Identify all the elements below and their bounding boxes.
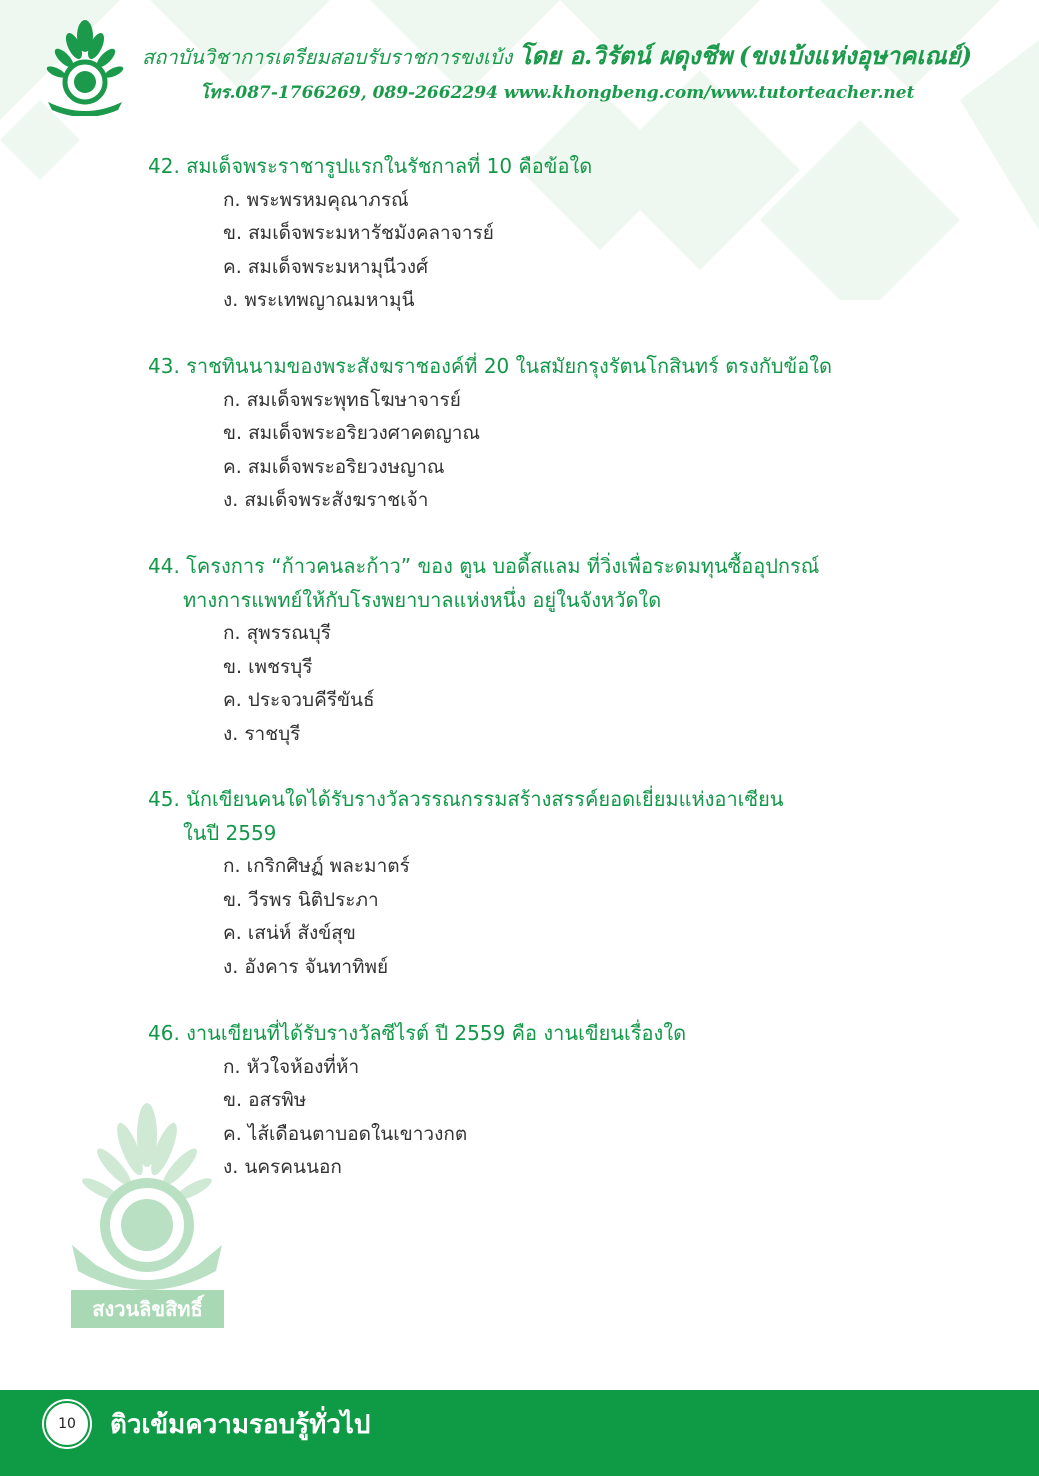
option-c: ค. ไส้เดือนตาบอดในเขาวงกต: [223, 1122, 468, 1145]
question-text: 43. ราชทินนามของพระสังฆราชองค์ที่ 20 ในสมัยกรุงรัตนโกสินทร์ ตรงกับข้อใด: [148, 354, 832, 378]
option-a: ก. สุพรรณบุรี: [223, 622, 332, 644]
institute-name: [142, 36, 1022, 75]
option-a: ก. เกริกศิษฏ์ พละมาตร์: [223, 855, 410, 877]
option-a: ก. สมเด็จพระพุทธโฆษาจารย์: [223, 388, 461, 411]
book-title: ติวเข้มความรอบรู้ทั่วไป: [110, 1410, 371, 1440]
question-45: [148, 783, 968, 984]
question-text: 44. โครงการ “ก้าวคนละก้าว” ของ ตูน บอดี้สแลม ที่วิ่งเพื่อระดมทุนซื้ออุปกรณ์: [148, 554, 820, 578]
option-list: [223, 617, 968, 751]
option-b: ข. สมเด็จพระมหารัชมังคลาจารย์: [223, 222, 494, 244]
option-d: ง. ราชบุรี: [223, 722, 301, 745]
copyright-watermark-label: สงวนลิขสิทธิ์: [71, 1290, 224, 1328]
question-46: [148, 1017, 968, 1185]
question-text: 45. นักเขียนคนใดได้รับรางวัลวรรณกรรมสร้างสรรค์ยอดเยี่ยมแห่งอาเซียน: [148, 787, 784, 811]
teacher-nickname: (ขงเบ้งแห่งอุษาคเณย์): [738, 41, 973, 70]
teacher-name: โดย อ.วิรัตน์ ผดุงชีพ: [518, 41, 733, 70]
page-number: 10: [44, 1401, 90, 1447]
option-b: ข. อสรพิษ: [223, 1089, 307, 1111]
question-text-continued: ทางการแพทย์ให้กับโรงพยาบาลแห่งหนึ่ง อยู่ในจังหวัดใด: [183, 587, 662, 612]
question-44: [148, 550, 968, 751]
option-d: ง. อังคาร จันทาทิพย์: [223, 955, 389, 978]
option-c: ค. เสน่ห์ สังข์สุข: [223, 922, 356, 944]
option-list: [223, 384, 968, 518]
question-text: 46. งานเขียนที่ได้รับรางวัลซีไรต์ ปี 2559 คือ งานเขียนเรื่องใด: [148, 1021, 687, 1045]
option-list: [223, 850, 968, 984]
institute-logo-icon: [44, 16, 126, 116]
question-43: [148, 350, 968, 518]
option-b: ข. วีรพร นิติประภา: [223, 888, 379, 911]
contact-info: โทร.087-1766269, 089-2662294 www.khongbeng.com/www.tutorteacher.net: [200, 83, 915, 103]
institute-title: สถาบันวิชาการเตรียมสอบรับราชการขงเบ้ง: [142, 45, 513, 69]
option-b: ข. เพชรบุรี: [223, 655, 313, 678]
option-c: ค. สมเด็จพระมหามุนีวงศ์: [223, 255, 429, 278]
option-d: ง. นครคนนอก: [223, 1156, 342, 1178]
option-list: [223, 1051, 968, 1185]
question-42: [148, 150, 968, 318]
option-c: ค. สมเด็จพระอริยวงษญาณ: [223, 455, 445, 478]
option-d: ง. สมเด็จพระสังฆราชเจ้า: [223, 489, 429, 511]
page-header: [0, 0, 1039, 130]
page-footer: [0, 1390, 1039, 1476]
option-a: ก. พระพรหมคุณาภรณ์: [223, 188, 409, 211]
option-d: ง. พระเทพญาณมหามุนี: [223, 289, 415, 311]
option-list: [223, 184, 968, 318]
option-a: ก. หัวใจห้องที่ห้า: [223, 1055, 360, 1078]
question-text-continued: ในปี 2559: [183, 820, 277, 845]
question-text: 42. สมเด็จพระราชารูปแรกในรัชกาลที่ 10 คือข้อใด: [148, 154, 593, 178]
option-b: ข. สมเด็จพระอริยวงศาคตญาณ: [223, 422, 481, 444]
option-c: ค. ประจวบคีรีขันธ์: [223, 689, 375, 711]
